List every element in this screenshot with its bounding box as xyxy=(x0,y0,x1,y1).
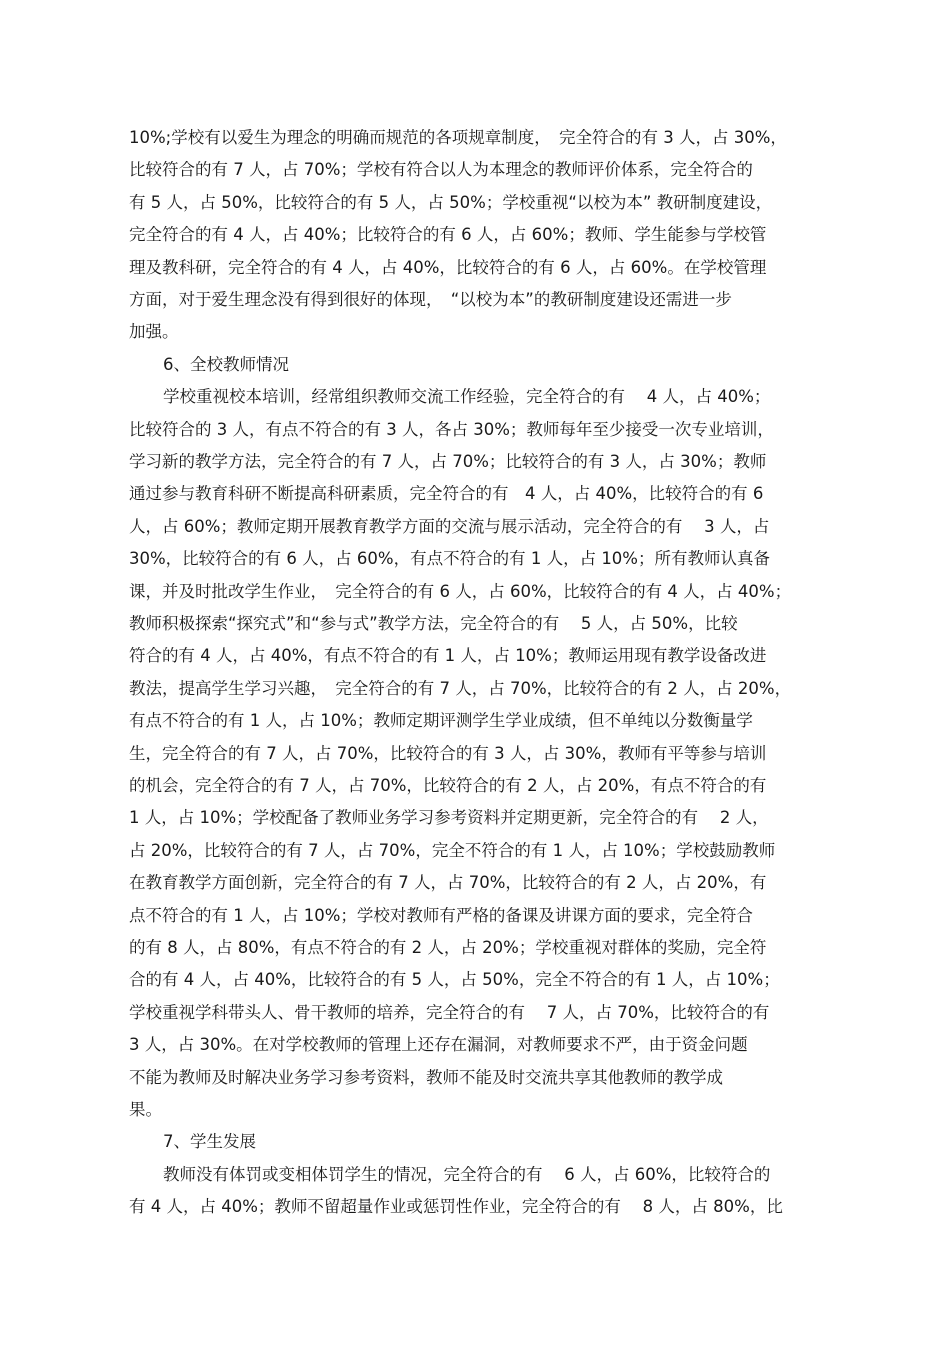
text-line: 学校重视学科带头人、骨干教师的培养，完全符合的有 7 人，占 70%，比较符合的有 xyxy=(129,1002,770,1022)
text-line: 3 人，占 30%。在对学校教师的管理上还存在漏洞，对教师要求不严，由于资金问题 xyxy=(129,1035,748,1055)
text-line: 完全符合的有 4 人，占 40%；比较符合的有 6 人，占 60%；教师、学生能参与学校管 xyxy=(129,225,767,245)
text-line: 理及教科研，完全符合的有 4 人，占 40%，比较符合的有 6 人，占 60%。在学校管理 xyxy=(129,257,767,277)
text-line: 果。 xyxy=(129,1100,162,1119)
section-heading-7: 7、学生发展 xyxy=(163,1132,256,1152)
text-line: 课，并及时批改学生作业， 完全符合的有 6 人，占 60%，比较符合的有 4 人，占 40%； xyxy=(129,581,792,601)
text-line: 有 5 人，占 50%，比较符合的有 5 人，占 50%；学校重视“以校为本” 教研制度建设， xyxy=(129,192,773,212)
text-line: 不能为教师及时解决业务学习参考资料，教师不能及时交流共享其他教师的教学成 xyxy=(129,1067,723,1087)
text-line: 生，完全符合的有 7 人，占 70%，比较符合的有 3 人，占 30%，教师有平等参与培训 xyxy=(129,743,767,763)
text-line: 占 20%，比较符合的有 7 人，占 70%，完全不符合的有 1 人，占 10%；学校鼓励教师 xyxy=(129,840,776,860)
text-line: 学习新的教学方法，完全符合的有 7 人，占 70%；比较符合的有 3 人，占 30%；教师 xyxy=(129,452,767,471)
text-line: 学校重视校本培训，经常组织教师交流工作经验，完全符合的有 4 人，占 40%； xyxy=(163,387,771,407)
text-line: 比较符合的有 7 人，占 70%；学校有符合以人为本理念的教师评价体系，完全符合的 xyxy=(129,160,753,180)
text-line: 点不符合的有 1 人，占 10%；学校对教师有严格的备课及讲课方面的要求，完全符合 xyxy=(129,905,753,925)
text-line: 教师积极探索“探究式”和“参与式”教学方法，完全符合的有 5 人，占 50%，比较 xyxy=(129,614,738,633)
text-line: 在教育教学方面创新，完全符合的有 7 人，占 70%，比较符合的有 2 人，占 20%，有 xyxy=(129,873,767,893)
text-line: 教法，提高学生学习兴趣， 完全符合的有 7 人，占 70%，比较符合的有 2 人，占 20%， xyxy=(129,678,792,698)
text-line: 1 人，占 10%；学校配备了教师业务学习参考资料并定期更新，完全符合的有 2 人， xyxy=(129,808,769,828)
text-line: 教师没有体罚或变相体罚学生的情况，完全符合的有 6 人，占 60%，比较符合的 xyxy=(163,1164,771,1184)
text-line: 方面，对于爱生理念没有得到很好的体现， “以校为本”的教研制度建设还需进一步 xyxy=(129,290,732,309)
text-line: 符合的有 4 人，占 40%，有点不符合的有 1 人，占 10%；教师运用现有教学设备改进 xyxy=(129,646,767,666)
text-line: 的机会，完全符合的有 7 人，占 70%，比较符合的有 2 人，占 20%，有点不符合的有 xyxy=(129,776,767,795)
text-line: 10%;学校有以爱生为理念的明确而规范的各项规章制度， 完全符合的有 3 人，占 30%， xyxy=(129,128,787,147)
text-line: 有点不符合的有 1 人，占 10%；教师定期评测学生学业成绩，但不单纯以分数衡量学 xyxy=(129,711,753,731)
text-line: 通过参与教育科研不断提高科研素质，完全符合的有 4 人，占 40%，比较符合的有 6 xyxy=(129,484,764,504)
section-heading-6: 6、全校教师情况 xyxy=(163,354,289,374)
text-line: 有 4 人，占 40%；教师不留超量作业或惩罚性作业，完全符合的有 8 人，占 80%，比 xyxy=(129,1197,783,1217)
text-line: 加强。 xyxy=(129,322,179,342)
text-line: 合的有 4 人，占 40%，比较符合的有 5 人，占 50%，完全不符合的有 1 人，占 10%； xyxy=(129,970,780,990)
text-line: 30%，比较符合的有 6 人，占 60%，有点不符合的有 1 人，占 10%；所有教师认真备 xyxy=(129,549,770,569)
text-line: 比较符合的 3 人，有点不符合的有 3 人，各占 30%；教师每年至少接受一次专业培训， xyxy=(129,419,774,439)
text-line: 人，占 60%；教师定期开展教育教学方面的交流与展示活动，完全符合的有 3 人，占 xyxy=(129,516,770,536)
text-line: 的有 8 人，占 80%，有点不符合的有 2 人，占 20%；学校重视对群体的奖励，完全符 xyxy=(129,938,767,957)
